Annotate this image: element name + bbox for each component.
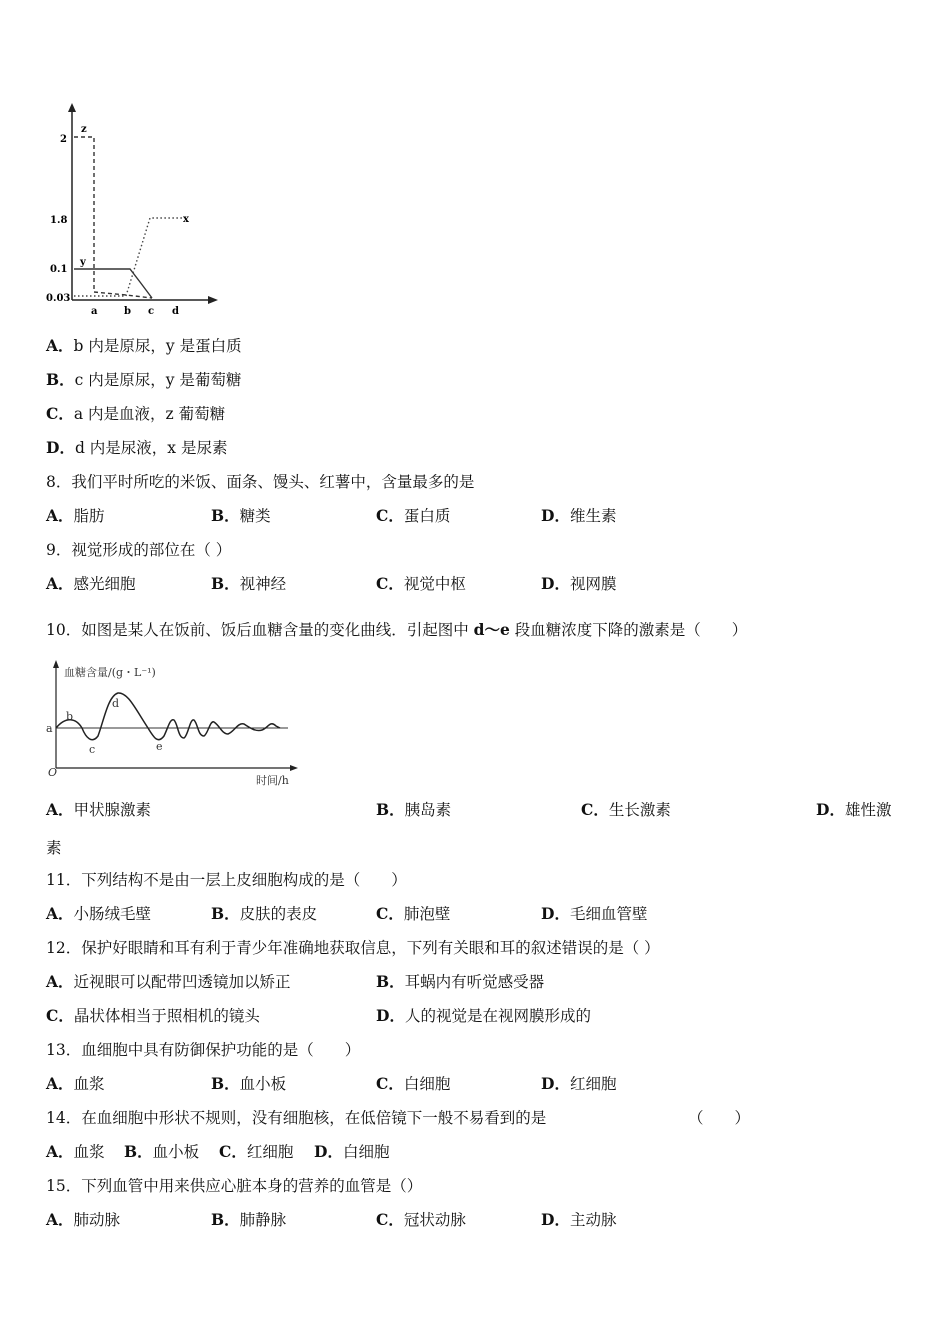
option-text: 毛细血管壁 <box>569 905 648 923</box>
q15-option-c[interactable] <box>376 1210 466 1230</box>
q11-option-a[interactable] <box>46 904 151 924</box>
option-letter: B． <box>46 370 75 389</box>
x-tick-label: b <box>124 306 131 317</box>
option-text: 视觉中枢 <box>403 575 466 593</box>
option-letter: C． <box>46 404 74 423</box>
y-tick-label: 2 <box>60 134 67 145</box>
option-letter: D． <box>541 574 570 593</box>
option-letter: B． <box>211 506 240 525</box>
option-text: 小肠绒毛壁 <box>73 905 152 923</box>
option-letter: C． <box>376 904 404 923</box>
y-axis-arrow <box>68 103 76 112</box>
option-text: a 内是血液，z 葡萄糖 <box>73 405 226 423</box>
curve-z <box>74 137 152 298</box>
option-text: 皮肤的表皮 <box>239 905 318 923</box>
x-axis-label: 时间/h <box>256 774 289 787</box>
option-letter: C． <box>219 1142 247 1161</box>
option-text: 维生素 <box>569 507 617 525</box>
option-letter: B． <box>211 1210 240 1229</box>
q10-stem-pre: 10．如图是某人在饭前、饭后血糖含量的变化曲线．引起图中 <box>46 621 474 639</box>
q15-option-a[interactable] <box>46 1210 120 1230</box>
option-letter: A． <box>46 1074 74 1093</box>
option-text: 人的视觉是在视网膜形成的 <box>404 1007 591 1025</box>
x-tick-label: a <box>91 306 98 317</box>
option-letter: C． <box>581 800 609 819</box>
option-text: 感光细胞 <box>73 575 136 593</box>
q14-answer-paren: （ ） <box>688 1109 751 1127</box>
x-axis-arrow <box>290 765 298 771</box>
x-axis-arrow <box>208 296 218 304</box>
y-tick-label: 0.1 <box>50 264 68 275</box>
option-text: 胰岛素 <box>404 801 452 819</box>
q7-option-d[interactable] <box>46 438 227 458</box>
q14-option-d[interactable] <box>314 1142 389 1162</box>
q15-option-b[interactable] <box>211 1210 286 1230</box>
q13-option-b[interactable] <box>211 1074 286 1094</box>
q12-stem: 12．保护好眼睛和耳有利于青少年准确地获取信息，下列有关眼和耳的叙述错误的是（ ） <box>46 939 660 957</box>
x-tick-label: c <box>148 306 155 317</box>
y-tick-label: 0.03 <box>46 293 71 304</box>
curve-y <box>74 269 152 298</box>
q8-option-a[interactable] <box>46 506 105 526</box>
option-text: 脂肪 <box>73 507 105 525</box>
q10-option-b[interactable] <box>376 800 451 820</box>
point-label-e: e <box>156 740 163 753</box>
q13-option-c[interactable] <box>376 1074 450 1094</box>
q8-option-c[interactable] <box>376 506 450 526</box>
option-text: 糖类 <box>239 507 271 525</box>
curve-label-x: x <box>183 214 189 225</box>
option-letter: B． <box>211 904 240 923</box>
option-text: 主动脉 <box>569 1211 617 1229</box>
origin-label: O <box>48 766 58 779</box>
q13-option-d[interactable] <box>541 1074 616 1094</box>
option-letter: A． <box>46 1210 74 1229</box>
blood-sugar-curve <box>56 693 280 740</box>
curve-x <box>74 218 182 296</box>
q13-option-a[interactable] <box>46 1074 105 1094</box>
q9-option-d[interactable] <box>541 574 616 594</box>
blood-sugar-figure <box>44 658 304 788</box>
q14-option-b[interactable] <box>124 1142 199 1162</box>
option-letter: A． <box>46 336 74 355</box>
q7-option-b[interactable] <box>46 370 241 390</box>
q12-option-b[interactable] <box>376 972 544 992</box>
curve-label-z: z <box>81 124 87 135</box>
option-text: 耳蜗内有听觉感受器 <box>404 973 545 991</box>
q11-option-d[interactable] <box>541 904 647 924</box>
option-text: 白细胞 <box>403 1075 451 1093</box>
option-text: 生长激素 <box>608 801 671 819</box>
option-text: 肺泡壁 <box>403 905 451 923</box>
option-text: 红细胞 <box>569 1075 617 1093</box>
q10-option-d-wrap: 素 <box>46 839 62 857</box>
kidney-concentration-figure <box>40 100 240 320</box>
q15-option-d[interactable] <box>541 1210 616 1230</box>
option-letter: B． <box>376 800 405 819</box>
option-letter: D． <box>541 506 570 525</box>
option-text: b 内是原尿，y 是蛋白质 <box>73 337 242 355</box>
q7-option-c[interactable] <box>46 404 225 424</box>
option-letter: C． <box>376 1210 404 1229</box>
q10-stem <box>46 620 747 640</box>
option-text: 血小板 <box>239 1075 287 1093</box>
point-label-c: c <box>89 743 96 756</box>
q10-option-a[interactable] <box>46 800 151 820</box>
option-text: 蛋白质 <box>403 507 451 525</box>
option-letter: A． <box>46 574 74 593</box>
option-text: 视神经 <box>239 575 287 593</box>
q9-option-c[interactable] <box>376 574 466 594</box>
y-tick-label: 1.8 <box>50 215 68 226</box>
option-letter: C． <box>376 574 404 593</box>
option-text: 视网膜 <box>569 575 617 593</box>
q14-option-a[interactable] <box>46 1142 105 1162</box>
point-label-a: a <box>46 722 53 735</box>
option-letter: D． <box>46 438 75 457</box>
q9-option-b[interactable] <box>211 574 286 594</box>
option-text: 近视眼可以配带凹透镜加以矫正 <box>73 973 291 991</box>
q15-stem: 15．下列血管中用来供应心脏本身的营养的血管是（） <box>46 1177 423 1195</box>
q10-option-c[interactable] <box>581 800 671 820</box>
q9-stem: 9．视觉形成的部位在（ ） <box>46 541 232 559</box>
point-label-b: b <box>66 710 74 723</box>
option-letter: C． <box>46 1006 74 1025</box>
option-text: d 内是尿液，x 是尿素 <box>74 439 228 457</box>
q14-option-c[interactable] <box>219 1142 293 1162</box>
option-letter: A． <box>46 1142 74 1161</box>
option-letter: B． <box>211 1074 240 1093</box>
option-text: 冠状动脉 <box>403 1211 466 1229</box>
q8-option-d[interactable] <box>541 506 616 526</box>
option-letter: D． <box>376 1006 405 1025</box>
y-axis-arrow <box>53 660 59 668</box>
q7-option-a[interactable] <box>46 336 242 356</box>
q10-stem-highlight: d～e <box>473 620 510 639</box>
q14-stem: 14．在血细胞中形状不规则，没有细胞核，在低倍镜下一般不易看到的是 <box>46 1109 547 1127</box>
option-letter: A． <box>46 506 74 525</box>
option-letter: A． <box>46 904 74 923</box>
option-letter: B． <box>124 1142 153 1161</box>
option-text: 晶状体相当于照相机的镜头 <box>73 1007 260 1025</box>
option-letter: B． <box>211 574 240 593</box>
option-text: 红细胞 <box>246 1143 294 1161</box>
q8-stem: 8．我们平时所吃的米饭、面条、馒头、红薯中，含量最多的是 <box>46 473 475 491</box>
option-text: 肺动脉 <box>73 1211 121 1229</box>
q8-option-b[interactable] <box>211 506 271 526</box>
option-text: 白细胞 <box>342 1143 390 1161</box>
option-letter: D． <box>816 800 845 819</box>
option-letter: D． <box>541 904 570 923</box>
q11-option-c[interactable] <box>376 904 450 924</box>
curve-label-y: y <box>80 257 86 268</box>
q11-stem: 11．下列结构不是由一层上皮细胞构成的是（ ） <box>46 871 407 889</box>
option-letter: A． <box>46 972 74 991</box>
option-letter: C． <box>376 506 404 525</box>
option-text: 甲状腺激素 <box>73 801 152 819</box>
option-letter: D． <box>314 1142 343 1161</box>
option-letter: A． <box>46 800 74 819</box>
q12-option-a[interactable] <box>46 972 291 992</box>
option-text: 血小板 <box>152 1143 200 1161</box>
q12-option-d[interactable] <box>376 1006 591 1026</box>
option-letter: D． <box>541 1210 570 1229</box>
option-text: 雄性激 <box>844 801 892 819</box>
q10-option-d[interactable] <box>816 800 891 820</box>
option-letter: B． <box>376 972 405 991</box>
q10-stem-post: 段血糖浓度下降的激素是（ ） <box>509 621 748 639</box>
y-axis-label: 血糖含量/(g・L⁻¹) <box>64 666 156 679</box>
q9-option-a[interactable] <box>46 574 136 594</box>
q12-option-c[interactable] <box>46 1006 260 1026</box>
point-label-d: d <box>112 697 120 710</box>
q11-option-b[interactable] <box>211 904 317 924</box>
option-text: 肺静脉 <box>239 1211 287 1229</box>
x-tick-label: d <box>172 306 179 317</box>
option-letter: C． <box>376 1074 404 1093</box>
option-text: c 内是原尿，y 是葡萄糖 <box>74 371 242 389</box>
option-letter: D． <box>541 1074 570 1093</box>
option-text: 血浆 <box>73 1143 105 1161</box>
option-text: 血浆 <box>73 1075 105 1093</box>
q13-stem: 13．血细胞中具有防御保护功能的是（ ） <box>46 1041 361 1059</box>
